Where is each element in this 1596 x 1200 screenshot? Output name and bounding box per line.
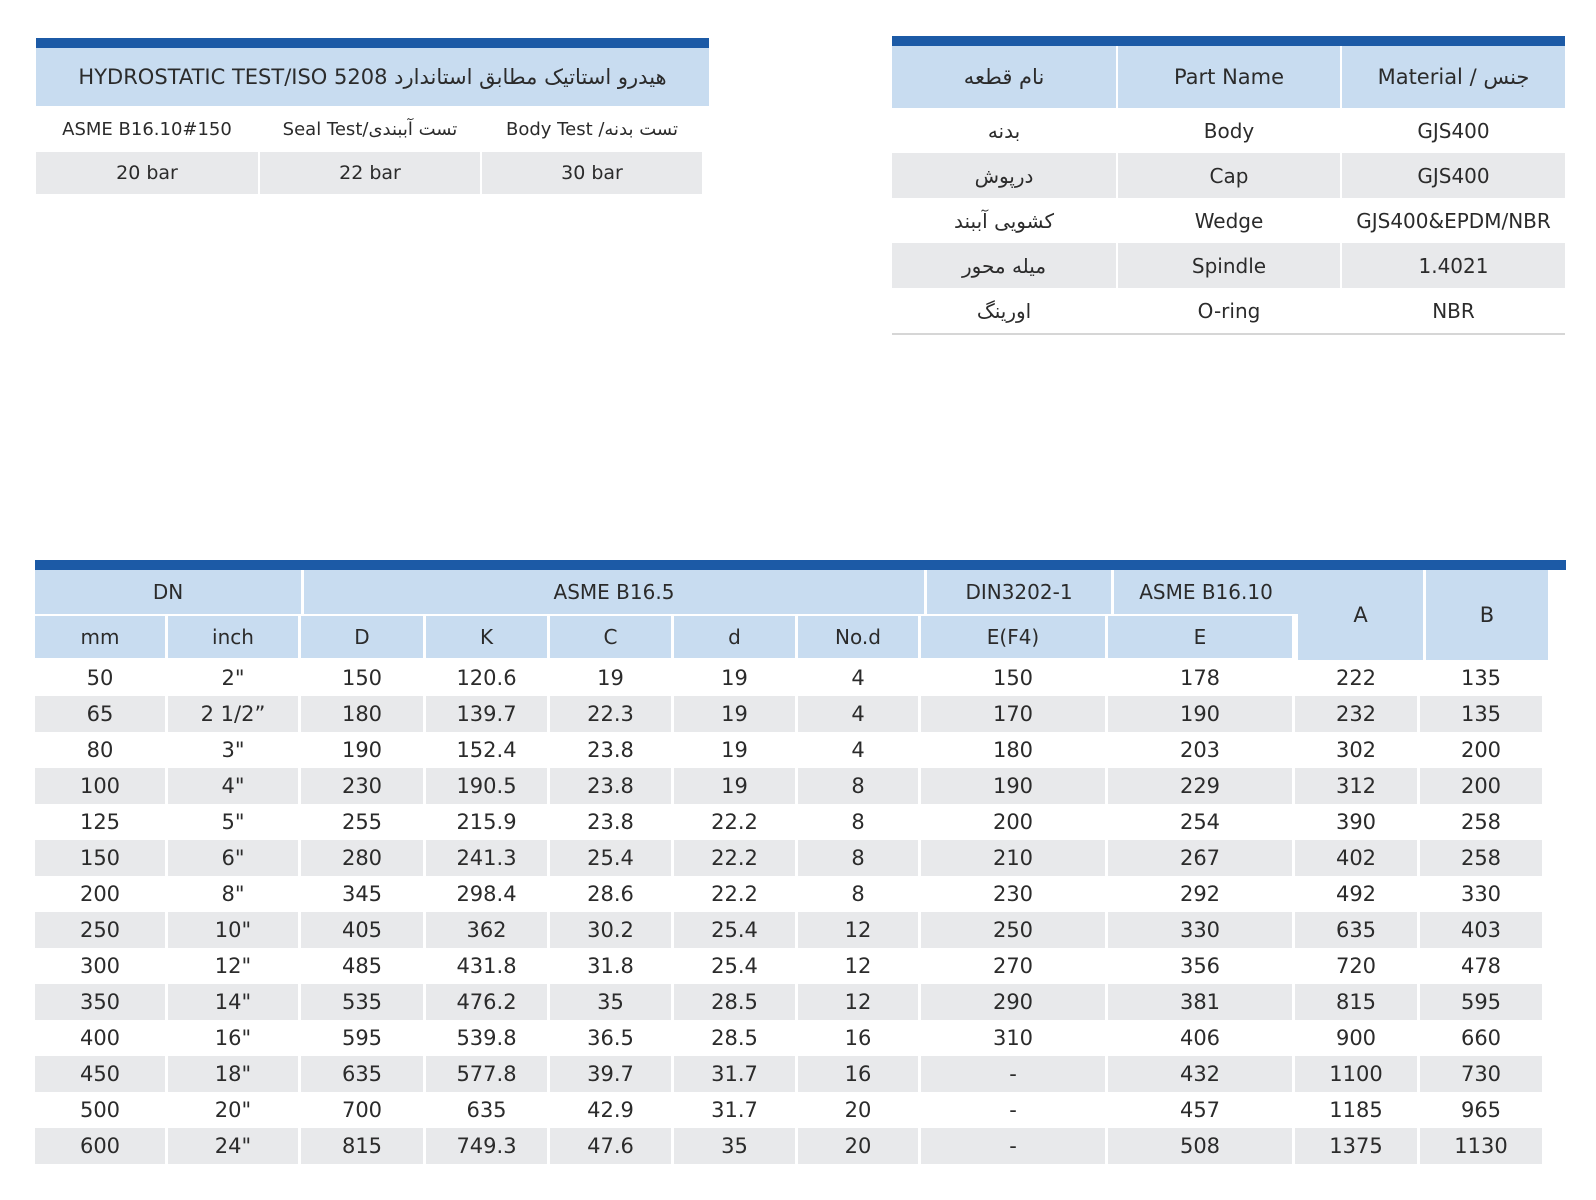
dimension-cell: 22.3 xyxy=(547,696,671,732)
dimension-cell: 4" xyxy=(165,768,298,804)
materials-row xyxy=(892,108,1565,153)
header-asme-b16-10: ASME B16.10 xyxy=(1111,570,1298,614)
dimension-cell: 241.3 xyxy=(423,840,547,876)
dimension-cell: 190 xyxy=(1105,696,1292,732)
dimension-cell: 4 xyxy=(795,732,918,768)
dimension-cell: 1185 xyxy=(1292,1092,1417,1128)
dimensions-row xyxy=(35,840,1566,876)
hydrostatic-header-seal-test: تست آببندی/Seal Test xyxy=(258,106,480,152)
dimension-cell: 36.5 xyxy=(547,1020,671,1056)
hydrostatic-header-body-test: تست بدنه/ Body Test xyxy=(480,106,702,152)
dimension-cell: 190 xyxy=(918,768,1105,804)
dimension-cell: 312 xyxy=(1292,768,1417,804)
dimension-cell: 250 xyxy=(918,912,1105,948)
material-value: GJS400&EPDM/NBR xyxy=(1340,198,1565,243)
dimension-cell: 200 xyxy=(35,876,165,912)
dimension-cell: 815 xyxy=(298,1128,423,1164)
materials-rows xyxy=(892,108,1565,333)
sub-header-8: E xyxy=(1105,614,1292,658)
dimension-cell: 635 xyxy=(1292,912,1417,948)
dimension-cell: 1100 xyxy=(1292,1056,1417,1092)
dimension-cell: 8" xyxy=(165,876,298,912)
dimension-cell: 200 xyxy=(1417,732,1542,768)
dimension-cell: 431.8 xyxy=(423,948,547,984)
dimension-cell: 28.5 xyxy=(671,1020,795,1056)
dimension-cell: 230 xyxy=(918,876,1105,912)
dimension-cell: 500 xyxy=(35,1092,165,1128)
materials-header-part-name: Part Name xyxy=(1116,46,1340,108)
hydrostatic-values-row xyxy=(36,152,709,194)
dimension-cell: 229 xyxy=(1105,768,1292,804)
dimension-cell: 152.4 xyxy=(423,732,547,768)
materials-bottom-rule xyxy=(892,333,1565,335)
dimension-cell: 19 xyxy=(671,660,795,696)
dimension-cell: 362 xyxy=(423,912,547,948)
material-part-name: Wedge xyxy=(1116,198,1340,243)
dimension-cell: 302 xyxy=(1292,732,1417,768)
dimension-cell: 1130 xyxy=(1417,1128,1542,1164)
dimension-cell: 635 xyxy=(298,1056,423,1092)
material-fa-name: درپوش xyxy=(892,153,1116,198)
dimension-cell: 6" xyxy=(165,840,298,876)
dimension-cell: 31.7 xyxy=(671,1056,795,1092)
dimension-cell: 12 xyxy=(795,912,918,948)
dimension-cell: 200 xyxy=(918,804,1105,840)
dimension-cell: 135 xyxy=(1417,696,1542,732)
sub-header-4: C xyxy=(547,614,671,658)
dimension-cell: 406 xyxy=(1105,1020,1292,1056)
sub-header-5: d xyxy=(671,614,795,658)
dimension-cell: 222 xyxy=(1292,660,1417,696)
dimension-cell: 595 xyxy=(1417,984,1542,1020)
dimension-cell: 330 xyxy=(1417,876,1542,912)
dimension-cell: - xyxy=(918,1092,1105,1128)
header-dn: DN xyxy=(35,570,301,614)
dimension-cell: 292 xyxy=(1105,876,1292,912)
dimension-cell: 12 xyxy=(795,948,918,984)
dimension-cell: 4 xyxy=(795,660,918,696)
dimension-cell: 18" xyxy=(165,1056,298,1092)
dimension-cell: 19 xyxy=(547,660,671,696)
dimension-cell: 8 xyxy=(795,768,918,804)
dimension-cell: 120.6 xyxy=(423,660,547,696)
hydrostatic-table-title: هیدرو استاتیک مطابق استاندارد HYDROSTATIC TEST/ISO 5208 xyxy=(36,48,709,106)
dimension-cell: 19 xyxy=(671,732,795,768)
dimension-cell: 2" xyxy=(165,660,298,696)
dimensions-row xyxy=(35,696,1566,732)
dimension-cell: 12 xyxy=(795,984,918,1020)
sub-header-7: E(F4) xyxy=(918,614,1105,658)
dimension-cell: 1375 xyxy=(1292,1128,1417,1164)
dimension-cell: 178 xyxy=(1105,660,1292,696)
material-fa-name: اورینگ xyxy=(892,288,1116,333)
material-value: 1.4021 xyxy=(1340,243,1565,288)
dimension-cell: 403 xyxy=(1417,912,1542,948)
dimensions-row xyxy=(35,912,1566,948)
dimension-cell: 22.2 xyxy=(671,804,795,840)
hydrostatic-header-asme: ASME B16.10#150 xyxy=(36,106,258,152)
dimensions-row xyxy=(35,1092,1566,1128)
dimension-cell: 8 xyxy=(795,804,918,840)
dimension-cell: 730 xyxy=(1417,1056,1542,1092)
dimension-cell: 24" xyxy=(165,1128,298,1164)
dimensions-row xyxy=(35,804,1566,840)
dimension-cell: 20 xyxy=(795,1092,918,1128)
dimension-cell: 258 xyxy=(1417,804,1542,840)
dimension-cell: 20" xyxy=(165,1092,298,1128)
dimension-cell: 125 xyxy=(35,804,165,840)
dimension-cell: 280 xyxy=(298,840,423,876)
dimension-cell: 254 xyxy=(1105,804,1292,840)
dimension-cell: 350 xyxy=(35,984,165,1020)
dimension-cell: 492 xyxy=(1292,876,1417,912)
dimension-cell: 402 xyxy=(1292,840,1417,876)
dimension-cell: 660 xyxy=(1417,1020,1542,1056)
dimension-cell: 8 xyxy=(795,876,918,912)
dimension-cell: 405 xyxy=(298,912,423,948)
dimension-cell: 2 1/2” xyxy=(165,696,298,732)
dimension-cell: 25.4 xyxy=(547,840,671,876)
dimension-cell: 300 xyxy=(35,948,165,984)
dimension-cell: 749.3 xyxy=(423,1128,547,1164)
dimensions-header-ab xyxy=(1298,570,1548,660)
header-a: A xyxy=(1298,570,1423,660)
dimension-cell: 815 xyxy=(1292,984,1417,1020)
dimension-cell: 200 xyxy=(1417,768,1542,804)
dimension-cell: 450 xyxy=(35,1056,165,1092)
dimension-cell: 31.8 xyxy=(547,948,671,984)
dimension-cell: 30.2 xyxy=(547,912,671,948)
dimension-cell: 28.5 xyxy=(671,984,795,1020)
dimension-cell: 595 xyxy=(298,1020,423,1056)
dimension-cell: 50 xyxy=(35,660,165,696)
dimensions-row xyxy=(35,1056,1566,1092)
dimension-cell: 12" xyxy=(165,948,298,984)
dimension-cell: 150 xyxy=(298,660,423,696)
dimension-cell: 230 xyxy=(298,768,423,804)
dimension-cell: 190 xyxy=(298,732,423,768)
dimensions-row xyxy=(35,732,1566,768)
materials-row xyxy=(892,153,1565,198)
dimension-cell: 232 xyxy=(1292,696,1417,732)
material-fa-name: بدنه xyxy=(892,108,1116,153)
dimension-cell: 203 xyxy=(1105,732,1292,768)
dimensions-row xyxy=(35,948,1566,984)
dimension-cell: 190.5 xyxy=(423,768,547,804)
dimension-cell: 535 xyxy=(298,984,423,1020)
material-part-name: Cap xyxy=(1116,153,1340,198)
dimension-cell: 215.9 xyxy=(423,804,547,840)
dimensions-row xyxy=(35,984,1566,1020)
dimension-cell: 22.2 xyxy=(671,876,795,912)
dimensions-sub-header-row xyxy=(35,614,1298,658)
dimension-cell: 23.8 xyxy=(547,768,671,804)
sub-header-2: D xyxy=(298,614,423,658)
dimension-cell: 170 xyxy=(918,696,1105,732)
dimension-cell: 381 xyxy=(1105,984,1292,1020)
header-din3202-1: DIN3202-1 xyxy=(924,570,1111,614)
dimension-cell: 250 xyxy=(35,912,165,948)
dimension-cell: 270 xyxy=(918,948,1105,984)
dimension-cell: 25.4 xyxy=(671,948,795,984)
dimension-cell: 22.2 xyxy=(671,840,795,876)
dimension-cell: - xyxy=(918,1056,1105,1092)
dimension-cell: 16 xyxy=(795,1020,918,1056)
dimension-cell: 19 xyxy=(671,768,795,804)
dimension-cell: 432 xyxy=(1105,1056,1292,1092)
hydrostatic-column-headers xyxy=(36,106,709,152)
dimension-cell: 31.7 xyxy=(671,1092,795,1128)
material-part-name: Body xyxy=(1116,108,1340,153)
material-value: GJS400 xyxy=(1340,108,1565,153)
materials-table-top-bar xyxy=(892,36,1565,46)
dimension-cell: 476.2 xyxy=(423,984,547,1020)
materials-row xyxy=(892,288,1565,333)
dimension-cell: 16" xyxy=(165,1020,298,1056)
materials-header-row xyxy=(892,46,1565,108)
dimensions-header xyxy=(35,570,1566,660)
dimension-cell: 23.8 xyxy=(547,804,671,840)
materials-table xyxy=(892,36,1565,335)
dimension-cell: 345 xyxy=(298,876,423,912)
dimension-cell: - xyxy=(918,1128,1105,1164)
dimension-cell: 485 xyxy=(298,948,423,984)
dimension-cell: 330 xyxy=(1105,912,1292,948)
dimension-cell: 457 xyxy=(1105,1092,1292,1128)
sub-header-1: inch xyxy=(165,614,298,658)
dimensions-rows xyxy=(35,660,1566,1164)
dimensions-row xyxy=(35,768,1566,804)
material-value: GJS400 xyxy=(1340,153,1565,198)
dimension-cell: 150 xyxy=(35,840,165,876)
dimensions-table xyxy=(35,560,1566,1164)
dimension-cell: 5" xyxy=(165,804,298,840)
dimension-cell: 65 xyxy=(35,696,165,732)
materials-header-material: جنس / Material xyxy=(1340,46,1565,108)
dimension-cell: 255 xyxy=(298,804,423,840)
dimension-cell: 20 xyxy=(795,1128,918,1164)
dimension-cell: 180 xyxy=(298,696,423,732)
dimension-cell: 4 xyxy=(795,696,918,732)
sub-header-0: mm xyxy=(35,614,165,658)
dimensions-group-header-row xyxy=(35,570,1298,614)
dimension-cell: 539.8 xyxy=(423,1020,547,1056)
dimension-cell: 635 xyxy=(423,1092,547,1128)
dimension-cell: 267 xyxy=(1105,840,1292,876)
hydrostatic-value-asme: 20 bar xyxy=(36,152,258,194)
hydrostatic-value-seal-test: 22 bar xyxy=(258,152,480,194)
dimensions-row xyxy=(35,660,1566,696)
header-asme-b16-5: ASME B16.5 xyxy=(301,570,924,614)
dimensions-header-main xyxy=(35,570,1298,660)
hydrostatic-table-top-bar xyxy=(36,38,709,48)
dimension-cell: 135 xyxy=(1417,660,1542,696)
material-fa-name: کشویی آببند xyxy=(892,198,1116,243)
dimension-cell: 150 xyxy=(918,660,1105,696)
dimension-cell: 35 xyxy=(547,984,671,1020)
dimensions-table-top-bar xyxy=(35,560,1566,570)
dimension-cell: 25.4 xyxy=(671,912,795,948)
hydrostatic-value-body-test: 30 bar xyxy=(480,152,702,194)
material-value: NBR xyxy=(1340,288,1565,333)
materials-row xyxy=(892,243,1565,288)
dimension-cell: 47.6 xyxy=(547,1128,671,1164)
dimension-cell: 39.7 xyxy=(547,1056,671,1092)
dimension-cell: 310 xyxy=(918,1020,1105,1056)
dimension-cell: 3" xyxy=(165,732,298,768)
dimension-cell: 14" xyxy=(165,984,298,1020)
dimension-cell: 19 xyxy=(671,696,795,732)
dimension-cell: 10" xyxy=(165,912,298,948)
dimension-cell: 16 xyxy=(795,1056,918,1092)
materials-row xyxy=(892,198,1565,243)
dimension-cell: 180 xyxy=(918,732,1105,768)
dimensions-row xyxy=(35,1128,1566,1164)
dimension-cell: 400 xyxy=(35,1020,165,1056)
sub-header-6: No.d xyxy=(795,614,918,658)
dimension-cell: 720 xyxy=(1292,948,1417,984)
materials-header-fa-name: نام قطعه xyxy=(892,46,1116,108)
dimension-cell: 80 xyxy=(35,732,165,768)
dimension-cell: 700 xyxy=(298,1092,423,1128)
material-part-name: O-ring xyxy=(1116,288,1340,333)
dimension-cell: 965 xyxy=(1417,1092,1542,1128)
dimension-cell: 900 xyxy=(1292,1020,1417,1056)
dimension-cell: 28.6 xyxy=(547,876,671,912)
dimension-cell: 8 xyxy=(795,840,918,876)
dimension-cell: 35 xyxy=(671,1128,795,1164)
dimension-cell: 390 xyxy=(1292,804,1417,840)
dimension-cell: 258 xyxy=(1417,840,1542,876)
dimension-cell: 478 xyxy=(1417,948,1542,984)
hydrostatic-test-table xyxy=(36,38,709,194)
dimension-cell: 600 xyxy=(35,1128,165,1164)
dimension-cell: 290 xyxy=(918,984,1105,1020)
dimension-cell: 356 xyxy=(1105,948,1292,984)
header-b: B xyxy=(1423,570,1548,660)
dimensions-row xyxy=(35,876,1566,912)
dimension-cell: 210 xyxy=(918,840,1105,876)
dimension-cell: 42.9 xyxy=(547,1092,671,1128)
sub-header-3: K xyxy=(423,614,547,658)
material-part-name: Spindle xyxy=(1116,243,1340,288)
dimension-cell: 139.7 xyxy=(423,696,547,732)
dimension-cell: 23.8 xyxy=(547,732,671,768)
dimension-cell: 577.8 xyxy=(423,1056,547,1092)
dimension-cell: 100 xyxy=(35,768,165,804)
material-fa-name: میله محور xyxy=(892,243,1116,288)
dimension-cell: 298.4 xyxy=(423,876,547,912)
dimensions-row xyxy=(35,1020,1566,1056)
dimension-cell: 508 xyxy=(1105,1128,1292,1164)
